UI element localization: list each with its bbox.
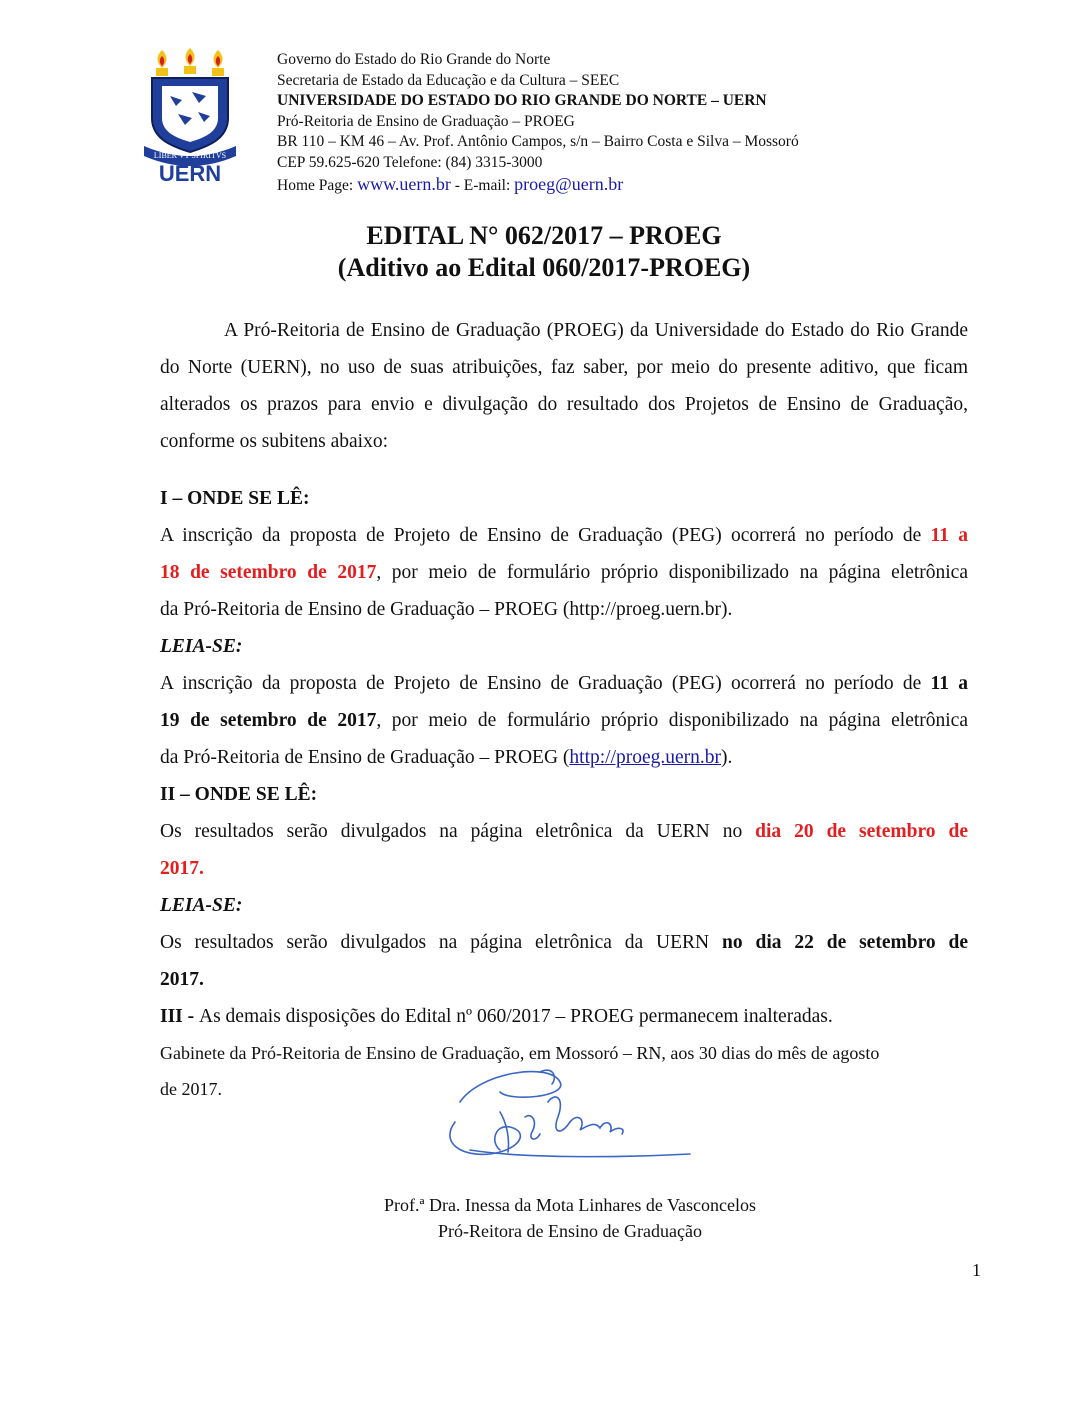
item2-old-line2: 2017. [160,858,204,879]
item2-new-line1: Os resultados serão divulgados na página eletrônica da UERN no dia 22 de setembro de [160,932,968,953]
item1-read-label: LEIA-SE: [160,636,243,657]
email-link[interactable]: proeg@uern.br [514,173,624,194]
item1-old-line3: da Pró-Reitoria de Ensino de Graduação – PROEG (http://proeg.uern.br). [160,599,733,620]
item1-old-line2: 18 de setembro de 2017, por meio de formulário próprio disponibilizado na página eletrônica [160,562,968,583]
contact-line: Home Page: www.uern.br - E-mail: proeg@uern.br [277,173,624,194]
closing-line2: de 2017. [160,1079,222,1099]
signer-role: Pró-Reitora de Ensino de Graduação [438,1221,702,1241]
logo-motto: LIBER VT SPIRITVS [153,151,227,160]
item1-heading: I – ONDE SE LÊ: [160,488,310,509]
title-line-2: (Aditivo ao Edital 060/2017-PROEG) [337,253,751,282]
closing-line1: Gabinete da Pró-Reitoria de Ensino de Graduação, em Mossoró – RN, aos 30 dias do mês de agosto [160,1043,880,1063]
handwritten-signature [440,1062,700,1172]
signer-block [0,1192,1088,1244]
phone-line: CEP 59.625-620 Telefone: (84) 3315-3000 [277,153,543,171]
page-number: 1 [972,1260,981,1280]
proeg-line: Pró-Reitoria de Ensino de Graduação – PROEG [277,112,575,130]
title-line-1: EDITAL N° 062/2017 – PROEG [366,221,722,250]
signer-name: Prof.ª Dra. Inessa da Mota Linhares de Vasconcelos [383,1195,757,1215]
university-line: UNIVERSIDADE DO ESTADO DO RIO GRANDE DO NORTE – UERN [277,92,767,110]
secretariat-line: Secretaria de Estado da Educação e da Cultura – SEEC [277,71,620,89]
proeg-link[interactable]: http://proeg.uern.br [569,747,722,768]
gov-line: Governo do Estado do Rio Grande do Norte [277,51,551,68]
item1-new-line3: da Pró-Reitoria de Ensino de Graduação – PROEG (http://proeg.uern.br). [160,747,733,768]
item2-new-line2: 2017. [160,969,204,990]
address-line: BR 110 – KM 46 – Av. Prof. Antônio Campos, s/n – Bairro Costa e Silva – Mossoró [277,133,799,151]
item2-old-line1: Os resultados serão divulgados na página eletrônica da UERN no dia 20 de setembro de [160,821,969,842]
item2-heading: II – ONDE SE LÊ: [160,784,318,805]
item2-read-label: LEIA-SE: [160,895,243,916]
document-title [0,220,1088,284]
logo-wordmark: UERN [158,161,222,184]
item3-line: III - As demais disposições do Edital nº 060/2017 – PROEG permanecem inalteradas. [160,1006,833,1027]
item1-new-line1: A inscrição da proposta de Projeto de Ensino de Graduação (PEG) ocorrerá no período de 11 a [160,673,968,694]
homepage-link[interactable]: www.uern.br [357,173,451,194]
item1-old-line1: A inscrição da proposta de Projeto de Ensino de Graduação (PEG) ocorrerá no período de 11 a [160,525,968,546]
intro-paragraph: A Pró-Reitoria de Ensino de Graduação (PROEG) da Universidade do Estado do Rio Grande do Norte (UERN), no uso de suas atribuições, faz saber, por meio do presente aditivo, que ficam alterados os prazos para envio e divulgação do resultado dos Projetos de Ensino de Graduação, conforme os subitens abaixo: [160,320,968,452]
letterhead [140,48,1040,198]
letterhead-text [277,50,799,196]
uern-logo [140,48,240,184]
item1-new-line2: 19 de setembro de 2017, por meio de formulário próprio disponibilizado na página eletrônica [160,710,968,731]
